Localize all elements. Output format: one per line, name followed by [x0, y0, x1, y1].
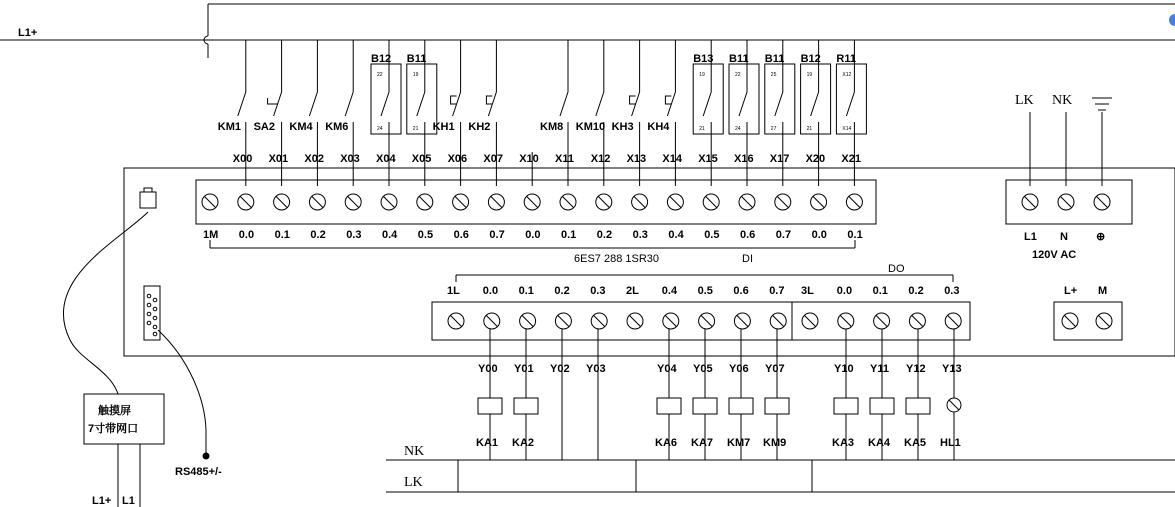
- do-terminal: [838, 313, 854, 329]
- screw-slot: [1064, 315, 1075, 326]
- do-terminal-label: 2L: [626, 285, 639, 297]
- do-terminal-label: 0.5: [697, 285, 713, 297]
- di-terminal: [381, 194, 397, 210]
- di-terminal: [703, 194, 719, 210]
- screw-slot: [594, 315, 605, 326]
- di-terminal-label: 0.6: [740, 229, 756, 241]
- rail-label: L1+: [18, 27, 38, 39]
- output-load-label: HL1: [940, 437, 961, 449]
- di-terminal-label: 0.1: [274, 229, 290, 241]
- coil-icon: [657, 398, 681, 414]
- input-address: X13: [626, 153, 647, 165]
- di-terminal: [309, 194, 325, 210]
- relay-pin-bottom: X14: [842, 126, 852, 132]
- di-terminal: [417, 194, 433, 210]
- relay-frame: [729, 64, 759, 134]
- relay-pin-top: 19: [806, 72, 813, 78]
- screw-slot: [455, 196, 466, 207]
- di-terminal: [667, 194, 683, 210]
- do-terminal-label: 3L: [801, 285, 814, 297]
- contact-icon: [309, 92, 317, 116]
- di-terminal-label: 0.0: [811, 229, 827, 241]
- nk-label: NK: [1052, 93, 1073, 108]
- output-load-label: KA3: [832, 437, 855, 449]
- relay-ref: B13: [693, 53, 714, 65]
- di-terminal-label: 0.3: [346, 229, 362, 241]
- output-load-label: KM9: [763, 437, 787, 449]
- plc-model: 6ES7 288 1SR30: [574, 253, 660, 265]
- di-terminal-label: 0.7: [775, 229, 792, 241]
- screw-slot: [383, 196, 394, 207]
- relay-pin-bottom: 21: [699, 126, 705, 132]
- screw-slot: [276, 196, 287, 207]
- di-terminal: [238, 194, 254, 210]
- coil-icon: [906, 398, 930, 414]
- input-device-label: KM4: [289, 121, 313, 133]
- input-device-label: KM6: [325, 121, 349, 133]
- input-device-label: KH1: [432, 121, 455, 133]
- do-terminal-label: 0.6: [733, 285, 749, 297]
- input-device-label: KM8: [540, 121, 564, 133]
- output-load-label: KA4: [868, 437, 891, 449]
- thermal-contact-icon: [665, 92, 675, 116]
- screw-slot: [1060, 196, 1071, 207]
- output-address: Y02: [550, 363, 570, 375]
- input-address: X03: [340, 153, 360, 165]
- relay-pin-top: 25: [770, 72, 777, 78]
- do-terminal-block-a: [432, 302, 792, 340]
- di-terminal-label: 0.6: [453, 229, 469, 241]
- db9-port-icon: [144, 286, 160, 340]
- input-device-label: KM1: [217, 121, 242, 133]
- rs485-label: RS485+/-: [175, 466, 222, 478]
- di-terminal: [453, 194, 469, 210]
- input-address: X00: [232, 153, 253, 165]
- coil-icon: [693, 398, 717, 414]
- contact-icon: [560, 92, 568, 116]
- screw-slot: [701, 315, 712, 326]
- contact-icon: [238, 92, 246, 116]
- input-address: X11: [555, 153, 574, 165]
- do-terminal-label: 0.3: [590, 285, 606, 297]
- output-load-label: KA7: [691, 437, 714, 449]
- screw-slot: [450, 315, 461, 326]
- relay-ref: B12: [371, 53, 392, 65]
- do-label: DO: [888, 263, 905, 275]
- screw-slot: [670, 196, 681, 207]
- ts-p1: L1+: [92, 495, 112, 507]
- contact-icon: [596, 92, 604, 116]
- screw-slot: [486, 315, 497, 326]
- di-terminal: [846, 194, 862, 210]
- screw-slot: [813, 196, 824, 207]
- input-address: X16: [734, 153, 754, 165]
- touchscreen-line2: 7寸带网口: [88, 423, 139, 435]
- relay-ref: B11: [729, 53, 749, 65]
- lk-label: LK: [1015, 93, 1034, 108]
- do-terminal: [591, 313, 607, 329]
- sensor-terminal-label: L+: [1064, 285, 1078, 297]
- screw-slot: [348, 196, 359, 207]
- touchscreen-line1: 触摸屏: [98, 405, 131, 417]
- relay-frame: [765, 64, 795, 134]
- screw-slot: [634, 196, 645, 207]
- di-terminal: [739, 194, 755, 210]
- di-terminal-label: 0.3: [632, 229, 648, 241]
- output-address: Y11: [870, 363, 889, 375]
- di-terminal-label: 0.4: [382, 229, 398, 241]
- do-terminal-label: 0.2: [554, 285, 570, 297]
- output-loads: [476, 329, 962, 460]
- input-device-label: KM10: [575, 121, 606, 133]
- relay-pin-bottom: 21: [806, 126, 813, 132]
- screw-slot: [204, 196, 215, 207]
- di-terminal: [775, 194, 791, 210]
- input-address: X01: [268, 153, 289, 165]
- di-terminal: [345, 194, 361, 210]
- do-terminal-label: 0.0: [482, 285, 499, 297]
- output-address: Y00: [478, 363, 498, 375]
- do-terminal: [484, 313, 500, 329]
- output-address: Y01: [514, 363, 534, 375]
- input-address: X21: [841, 153, 861, 165]
- output-address: Y04: [657, 363, 677, 375]
- relay-pin-top: X12: [842, 72, 852, 78]
- input-address: X02: [304, 153, 324, 165]
- do-terminal: [770, 313, 786, 329]
- output-address: Y12: [906, 363, 926, 375]
- output-address: Y03: [586, 363, 606, 375]
- ethernet-port-icon: [140, 188, 156, 208]
- input-device-label: SA2: [253, 121, 276, 133]
- coil-icon: [834, 398, 858, 414]
- sensor-terminal: [1096, 313, 1112, 329]
- do-terminal: [945, 313, 961, 329]
- do-terminal-label: 0.1: [872, 285, 888, 297]
- relay-frame: [371, 64, 401, 134]
- screw-slot: [948, 315, 959, 326]
- di-terminal-label: 0.0: [525, 229, 541, 241]
- screw-slot: [741, 196, 752, 207]
- di-terminal-label: 0.4: [668, 229, 684, 241]
- screw-slot: [876, 315, 887, 326]
- output-address: Y05: [693, 363, 713, 375]
- screw-slot: [706, 196, 717, 207]
- input-device-label: KH4: [647, 121, 670, 133]
- screw-slot: [522, 315, 533, 326]
- screw-slot: [737, 315, 748, 326]
- relay-pin-top: 19: [412, 72, 419, 78]
- screw-slot: [527, 196, 538, 207]
- do-terminal: [555, 313, 571, 329]
- do-terminal: [627, 313, 643, 329]
- relay-contact-icon: [811, 92, 819, 116]
- input-address: X14: [662, 153, 682, 165]
- power-terminals: [1022, 194, 1110, 243]
- thermal-contact-icon: [630, 92, 640, 116]
- input-address: X12: [590, 153, 611, 165]
- screw-slot: [419, 196, 430, 207]
- do-terminal-label: 0.3: [944, 285, 960, 297]
- input-address: X15: [698, 153, 718, 165]
- contact-icon: [345, 92, 353, 116]
- relay-pin-bottom: 27: [770, 126, 777, 132]
- screw-slot: [562, 196, 573, 207]
- screw-slot: [491, 196, 502, 207]
- do-terminal-label: 0.2: [908, 285, 924, 297]
- do-terminal-label: 1L: [447, 285, 460, 297]
- relay-pin-top: 22: [735, 72, 741, 78]
- di-terminal: [274, 194, 290, 210]
- coil-icon: [729, 398, 753, 414]
- output-address: Y06: [729, 363, 749, 375]
- do-terminal: [802, 313, 818, 329]
- relay-pin-bottom: 24: [735, 126, 741, 132]
- di-terminal-label: 0.2: [596, 229, 613, 241]
- di-terminal-label: 0.1: [847, 229, 863, 241]
- relay-pin-bottom: 24: [377, 126, 383, 132]
- input-address: X06: [447, 153, 468, 165]
- thermal-contact-icon: [486, 92, 496, 116]
- relay-frame: [801, 64, 831, 134]
- di-terminal-label: 0.0: [238, 229, 255, 241]
- touchscreen-box: [84, 394, 164, 444]
- di-terminal-label: 0.5: [417, 229, 434, 241]
- input-device-label: KH3: [611, 121, 634, 133]
- screw-slot: [558, 315, 569, 326]
- input-address: X20: [805, 153, 826, 165]
- screw-slot: [629, 315, 640, 326]
- do-terminal: [520, 313, 536, 329]
- coil-icon: [870, 398, 894, 414]
- output-load-label: KM7: [727, 437, 751, 449]
- ethernet-cable: [63, 212, 148, 394]
- relay-ref: B11: [406, 53, 427, 65]
- coil-icon: [478, 398, 502, 414]
- screw-slot: [312, 196, 323, 207]
- di-label: DI: [742, 253, 753, 265]
- screw-slot: [912, 315, 923, 326]
- di-terminal: [560, 194, 576, 210]
- di-terminal-label: 0.2: [310, 229, 326, 241]
- screw-slot: [840, 315, 851, 326]
- input-address: X04: [376, 153, 396, 165]
- sensor-terminal-label: M: [1098, 285, 1108, 297]
- relay-contact-icon: [703, 92, 711, 116]
- rs485-dot: [203, 453, 210, 460]
- power-terminal-block: [1006, 180, 1132, 224]
- di-terminal-block: [196, 180, 876, 224]
- relay-pin-bottom: 21: [412, 126, 419, 132]
- output-load-label: KA6: [655, 437, 678, 449]
- output-load-label: KA1: [476, 437, 499, 449]
- input-contacts: [218, 40, 867, 186]
- screw-slot: [240, 196, 251, 207]
- thermal-contact-icon: [451, 92, 461, 116]
- di-terminal-label: 0.5: [704, 229, 720, 241]
- di-terminal: [596, 194, 612, 210]
- do-terminal: [699, 313, 715, 329]
- input-address: X05: [411, 153, 432, 165]
- di-terminals: [202, 194, 863, 241]
- power-voltage: 120V AC: [1032, 249, 1077, 261]
- rs485-cable: [158, 330, 206, 456]
- relay-frame: [693, 64, 723, 134]
- do-terminal-label: 0.1: [518, 285, 534, 297]
- input-address: X10: [519, 153, 539, 165]
- relay-contact-icon: [739, 92, 747, 116]
- screw-slot: [1096, 196, 1107, 207]
- coil-icon: [765, 398, 789, 414]
- do-terminal-label: 0.4: [661, 285, 678, 297]
- do-terminal: [909, 313, 925, 329]
- screw-slot: [777, 196, 788, 207]
- di-terminal: [488, 194, 504, 210]
- output-address: Y07: [765, 363, 785, 375]
- bus-lk-label: LK: [404, 475, 423, 490]
- output-address: Y13: [942, 363, 962, 375]
- do-terminal: [663, 313, 679, 329]
- relay-frame: [836, 64, 866, 134]
- output-address: Y10: [834, 363, 854, 375]
- sensor-terminals: [1062, 285, 1112, 329]
- di-terminal: [524, 194, 540, 210]
- power-terminal-label: L1: [1024, 231, 1037, 243]
- power-terminal: [1022, 194, 1038, 210]
- screw-slot: [849, 196, 860, 207]
- relay-contact-icon: [846, 92, 854, 116]
- relay-pin-top: 22: [377, 72, 383, 78]
- sensor-terminal: [1062, 313, 1078, 329]
- input-address: X17: [769, 153, 790, 165]
- do-terminal: [874, 313, 890, 329]
- screw-slot: [773, 315, 784, 326]
- coil-icon: [514, 398, 538, 414]
- ts-p2: L1: [122, 495, 135, 507]
- relay-ref: B12: [800, 53, 821, 65]
- status-dot-icon: [1169, 14, 1175, 26]
- do-terminal: [734, 313, 750, 329]
- di-terminal-label: 1M: [203, 229, 219, 241]
- power-terminal-label: ⊕: [1096, 231, 1106, 243]
- selector-switch-icon: [268, 92, 282, 116]
- do-terminal-label: 0.7: [769, 285, 785, 297]
- di-terminal: [811, 194, 827, 210]
- relay-ref: R11: [836, 53, 856, 65]
- relay-ref: B11: [764, 53, 785, 65]
- relay-contact-icon: [775, 92, 783, 116]
- di-terminal: [202, 194, 218, 210]
- ground-icon: [1092, 98, 1112, 110]
- di-terminal: [632, 194, 648, 210]
- screw-slot: [804, 315, 815, 326]
- di-terminal-label: 0.7: [489, 229, 505, 241]
- power-terminal-label: N: [1060, 231, 1068, 243]
- power-terminal: [1058, 194, 1074, 210]
- screw-slot: [665, 315, 676, 326]
- input-address: X07: [483, 153, 503, 165]
- screw-slot: [1098, 315, 1109, 326]
- di-terminal-label: 0.1: [561, 229, 577, 241]
- power-terminal: [1094, 194, 1110, 210]
- relay-contact-icon: [417, 92, 425, 116]
- relay-pin-top: 19: [699, 72, 705, 78]
- screw-slot: [1024, 196, 1035, 207]
- output-load-label: KA2: [512, 437, 535, 449]
- input-device-label: KH2: [468, 121, 491, 133]
- bus-nk-label: NK: [404, 444, 425, 459]
- do-terminals: [447, 285, 961, 329]
- do-terminal-label: 0.0: [836, 285, 853, 297]
- screw-slot: [598, 196, 609, 207]
- do-terminal: [448, 313, 464, 329]
- output-load-label: KA5: [904, 437, 927, 449]
- relay-contact-icon: [381, 92, 389, 116]
